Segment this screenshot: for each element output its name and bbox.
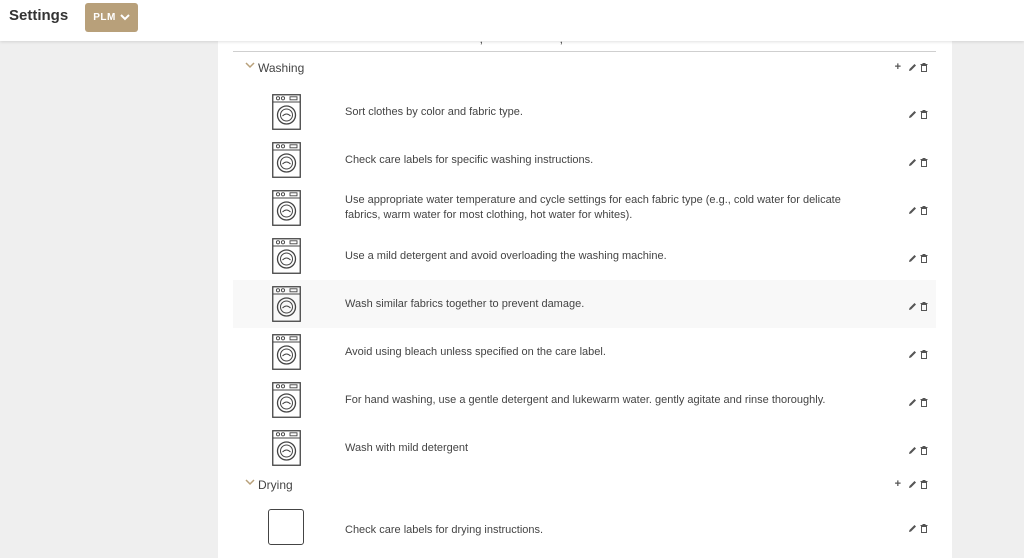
list-item[interactable] <box>233 506 936 554</box>
trash-icon[interactable] <box>920 63 928 72</box>
top-bar <box>0 0 1024 41</box>
category-row-washing[interactable] <box>233 54 936 84</box>
category-actions <box>895 61 928 73</box>
list-item[interactable] <box>233 424 936 472</box>
list-item[interactable] <box>233 280 936 328</box>
chevron-down-icon[interactable] <box>245 62 255 70</box>
item-actions <box>908 154 928 172</box>
dryer-square-icon <box>268 509 304 545</box>
list-item[interactable] <box>233 328 936 376</box>
pencil-icon[interactable] <box>908 480 917 489</box>
item-actions <box>908 106 928 124</box>
trash-icon[interactable] <box>920 250 928 268</box>
add-item-button[interactable]: + <box>894 478 901 490</box>
washing-machine-icon <box>272 190 301 226</box>
divider <box>233 51 936 52</box>
list-item[interactable] <box>233 184 936 232</box>
item-text: For hand washing, use a gentle detergent and lukewarm water. gently agitate and rinse thoroughly. <box>345 393 826 406</box>
trash-icon[interactable] <box>920 106 928 124</box>
list-item[interactable] <box>233 136 936 184</box>
trash-icon[interactable] <box>920 298 928 316</box>
pencil-icon[interactable] <box>908 106 917 124</box>
trash-icon[interactable] <box>920 524 928 533</box>
pencil-icon[interactable] <box>908 524 917 533</box>
pencil-icon[interactable] <box>908 154 917 172</box>
item-text: Use a mild detergent and avoid overloading the washing machine. <box>345 249 667 262</box>
page-title: Settings <box>9 7 69 24</box>
item-text: Wash similar fabrics together to prevent damage. <box>345 297 585 310</box>
item-text: Wash with mild detergent <box>345 441 469 454</box>
category-row-drying[interactable] <box>233 471 936 501</box>
item-text: Check care labels for specific washing instructions. <box>345 153 594 166</box>
item-actions <box>908 298 928 316</box>
chevron-down-icon <box>120 14 130 21</box>
item-actions <box>908 394 928 412</box>
pencil-icon[interactable] <box>908 202 917 220</box>
pencil-icon[interactable] <box>908 394 917 412</box>
item-actions <box>908 250 928 268</box>
washing-machine-icon <box>272 382 301 418</box>
add-item-button[interactable]: + <box>894 61 901 73</box>
plm-dropdown-button[interactable] <box>85 3 138 32</box>
category-label: Washing <box>258 61 305 75</box>
washing-machine-icon <box>272 142 301 178</box>
trash-icon[interactable] <box>920 394 928 412</box>
washing-machine-icon <box>272 238 301 274</box>
trash-icon[interactable] <box>920 346 928 364</box>
washing-machine-icon <box>272 334 301 370</box>
plm-label: PLM <box>93 12 116 23</box>
list-item[interactable] <box>233 232 936 280</box>
pencil-icon[interactable] <box>908 442 917 460</box>
item-actions <box>908 346 928 364</box>
item-actions <box>908 442 928 460</box>
chevron-down-icon[interactable] <box>245 479 255 487</box>
trash-icon[interactable] <box>920 480 928 489</box>
category-actions <box>895 478 928 490</box>
pencil-icon[interactable] <box>908 250 917 268</box>
item-text: Use appropriate water temperature and cycle settings for each fabric type (e.g., cold water for delicate fabrics, warm water for most clothing, hot water for whites). <box>345 194 841 221</box>
item-text: Avoid using bleach unless specified on the care label. <box>345 345 606 358</box>
trash-icon[interactable] <box>920 202 928 220</box>
item-text: Sort clothes by color and fabric type. <box>345 105 523 118</box>
category-label: Drying <box>258 478 293 492</box>
trash-icon[interactable] <box>920 154 928 172</box>
pencil-icon[interactable] <box>908 63 917 72</box>
pencil-icon[interactable] <box>908 346 917 364</box>
settings-panel <box>218 41 952 558</box>
list-item[interactable] <box>233 88 936 136</box>
washing-machine-icon <box>272 94 301 130</box>
item-text: Check care labels for drying instructions. <box>345 523 544 536</box>
item-actions <box>908 524 928 533</box>
washing-machine-icon <box>272 286 301 322</box>
item-actions <box>908 202 928 220</box>
washing-machine-icon <box>272 430 301 466</box>
pencil-icon[interactable] <box>908 298 917 316</box>
trash-icon[interactable] <box>920 442 928 460</box>
list-item[interactable] <box>233 376 936 424</box>
